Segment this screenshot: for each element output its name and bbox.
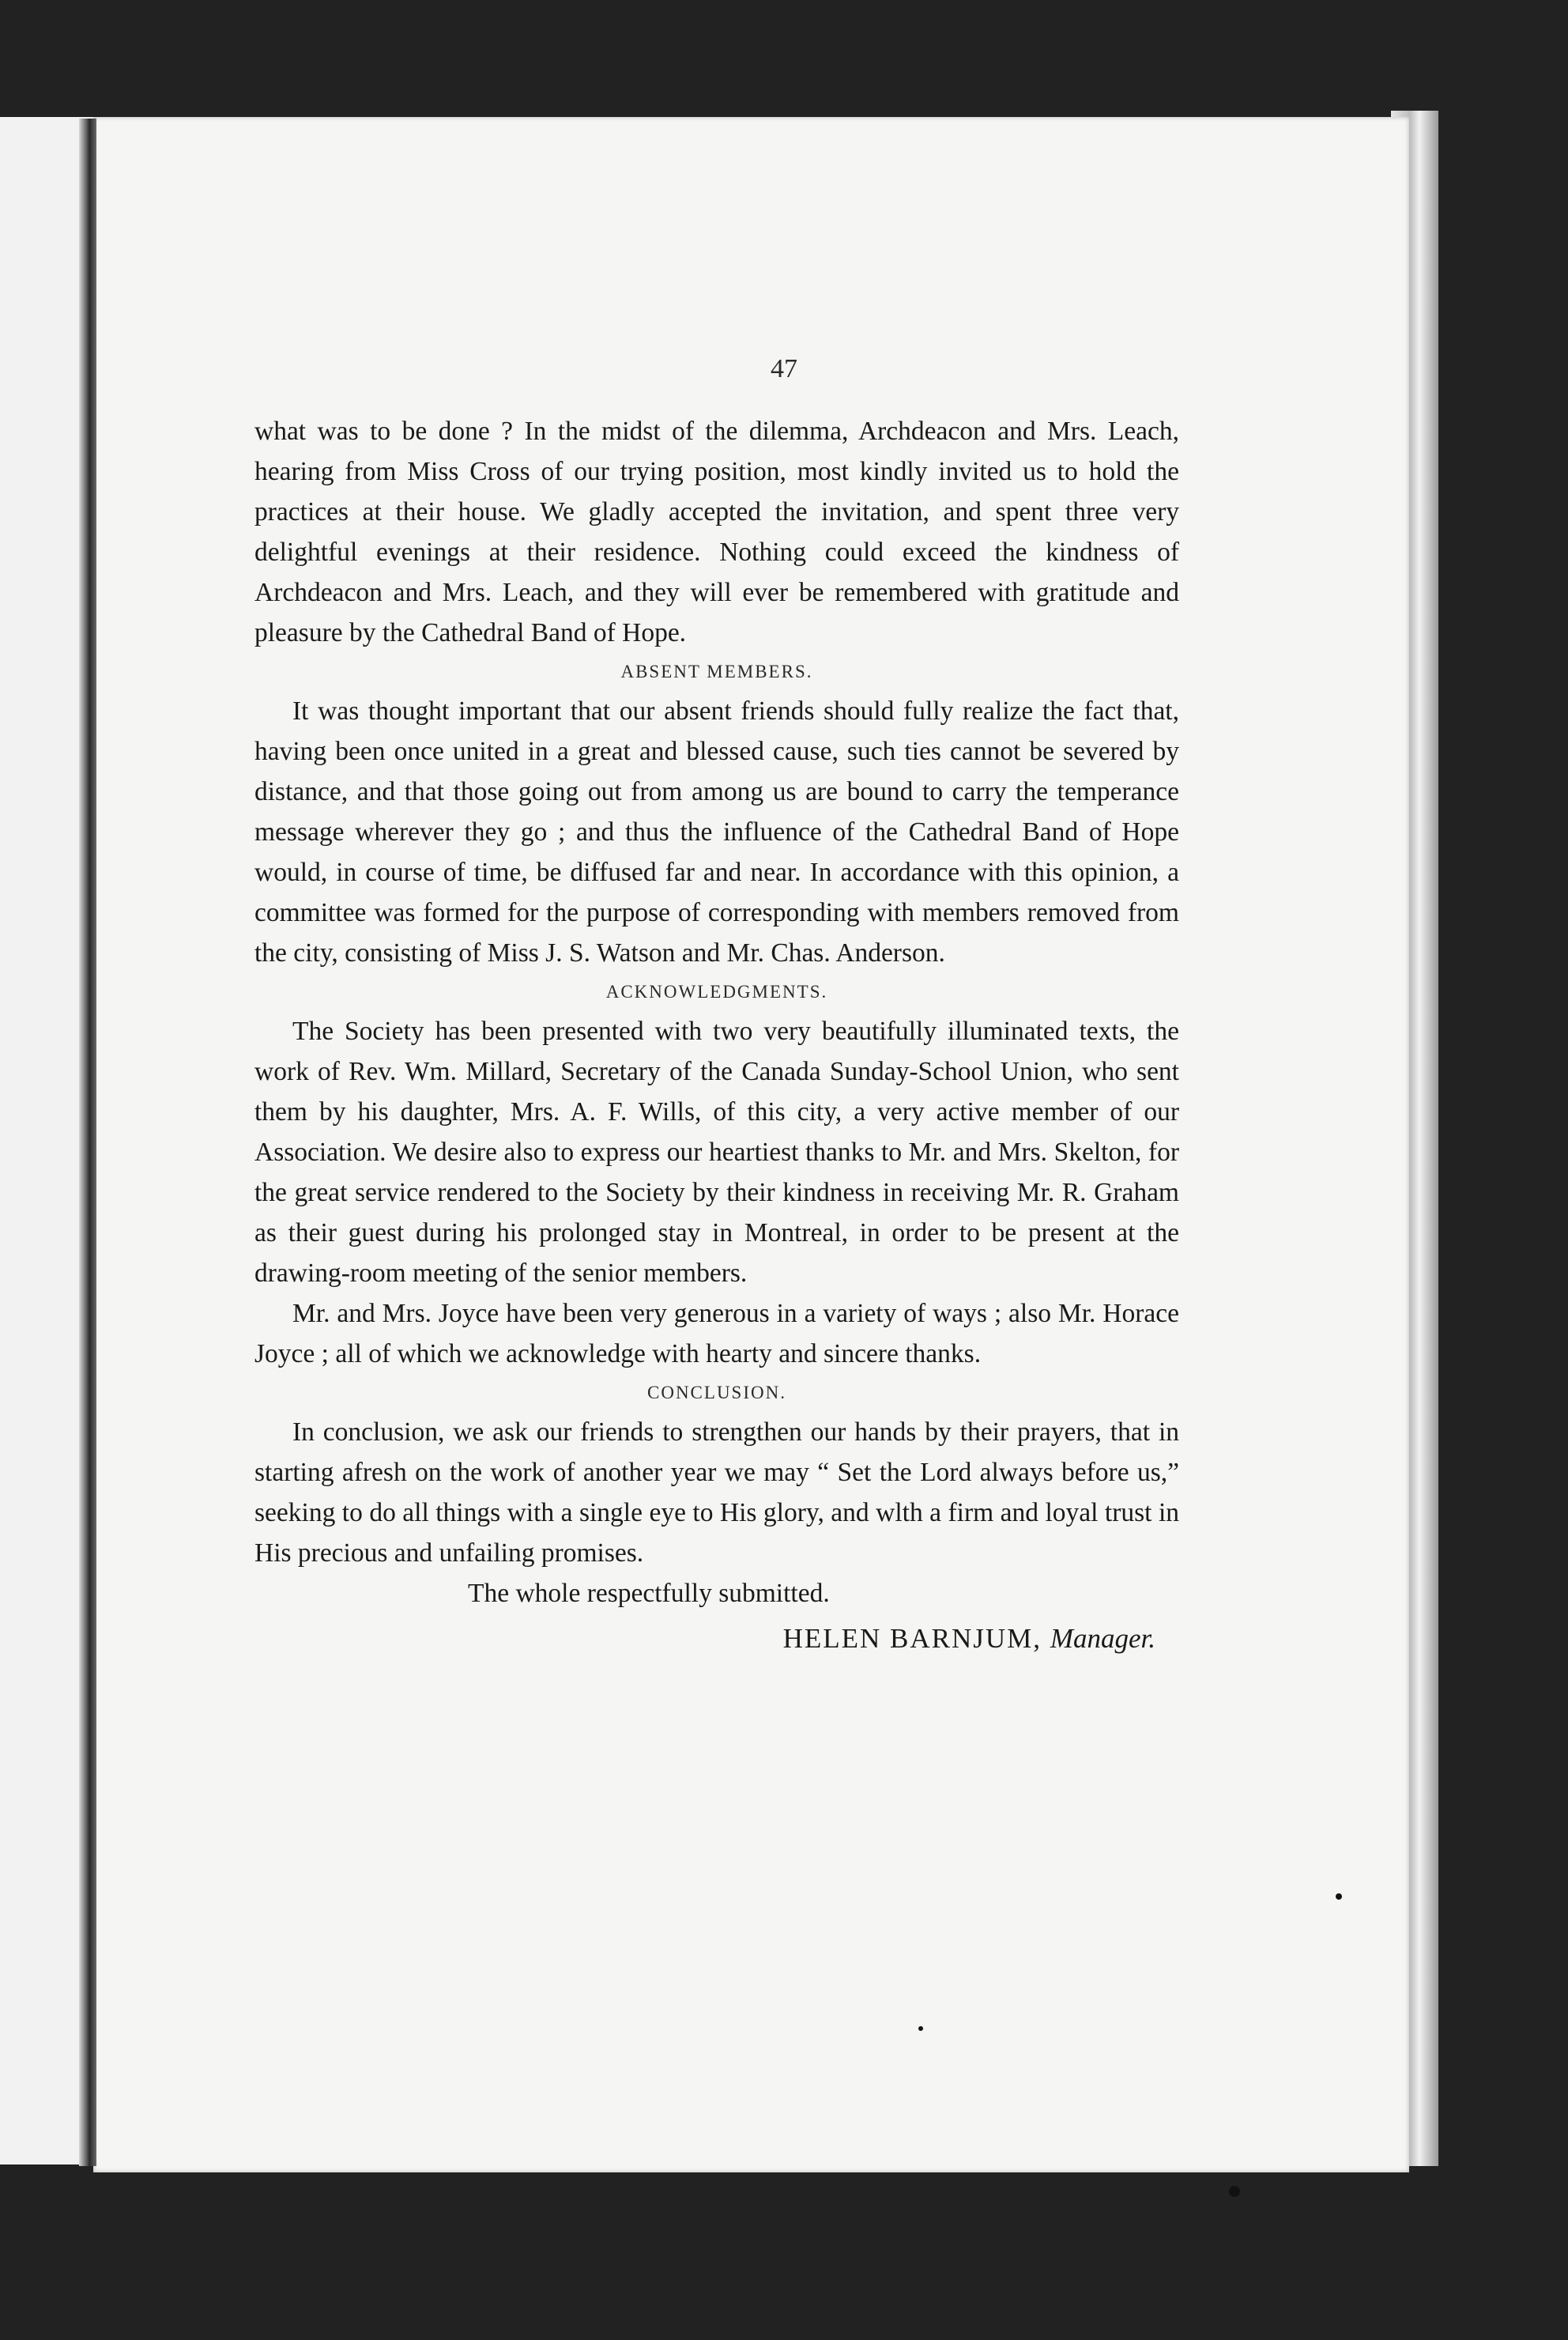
book-gutter: [79, 119, 96, 2166]
closing-line: The whole respectfully submitted.: [468, 1579, 830, 1608]
page-number: 47: [771, 354, 797, 383]
section-heading: CONCLUSION.: [647, 1383, 786, 1402]
section-heading: ACKNOWLEDGMENTS.: [605, 982, 828, 1002]
paragraph: Mr. and Mrs. Joyce have been very generous in a variety of ways ; also Mr. Horace Joyce ; all of which we acknowledge with hearty and sincere thanks.: [254, 1299, 1179, 1368]
signature: [254, 1618, 1179, 1659]
section-heading: ABSENT MEMBERS.: [620, 662, 813, 681]
signature-name: HELEN BARNJUM,: [782, 1623, 1042, 1654]
dust-speck: [918, 2026, 923, 2031]
paragraph: The Society has been presented with two very beautifully illuminated texts, the work of Rev. Wm. Millard, Secretary of the Canada Sunday-School Union, who sent them by his daughter, Mrs. A. F. Wills, of this city, a very active member of our Association. We desire also to express our heartiest thanks to Mr. and Mrs. Skelton, for the great service rendered to the Society by their kindness in receiving Mr. R. Graham as their guest during his prolonged stay in Montreal, in order to be present at the drawing-room meeting of the senior members.: [254, 1017, 1179, 1288]
paragraph: It was thought important that our absent friends should fully realize the fact that, having been once united in a great and blessed cause, such ties cannot be severed by distance, and that those going out from among us are bound to carry the temperance message wherever they go ; and thus the influence of the Cathedral Band of Hope would, in course of time, be diffused far and near. In accordance with this opinion, a committee was formed for the purpose of corresponding with members removed from the city, consisting of Miss J. S. Watson and Mr. Chas. Anderson.: [254, 696, 1179, 968]
paragraph: what was to be done ? In the midst of the dilemma, Archdeacon and Mrs. Leach, hearing from Miss Cross of our trying position, most kindly invited us to hold the practices at their house. We gladly accepted the invitation, and spent three very delightful evenings at their residence. Nothing could exceed the kindness of Archdeacon and Mrs. Leach, and they will ever be remembered with gratitude and pleasure by the Cathedral Band of Hope.: [254, 417, 1179, 647]
dust-speck: [1336, 1893, 1342, 1900]
signature-title: Manager.: [1050, 1623, 1155, 1654]
dust-speck: [1229, 2186, 1240, 2197]
page-text: [254, 411, 1179, 1659]
paragraph: In conclusion, we ask our friends to strengthen our hands by their prayers, that in starting afresh on the work of another year we may “ Set the Lord always before us,” seeking to do all things with a single eye to His glory, and wlth a firm and loyal trust in His precious and unfailing promises.: [254, 1417, 1179, 1568]
